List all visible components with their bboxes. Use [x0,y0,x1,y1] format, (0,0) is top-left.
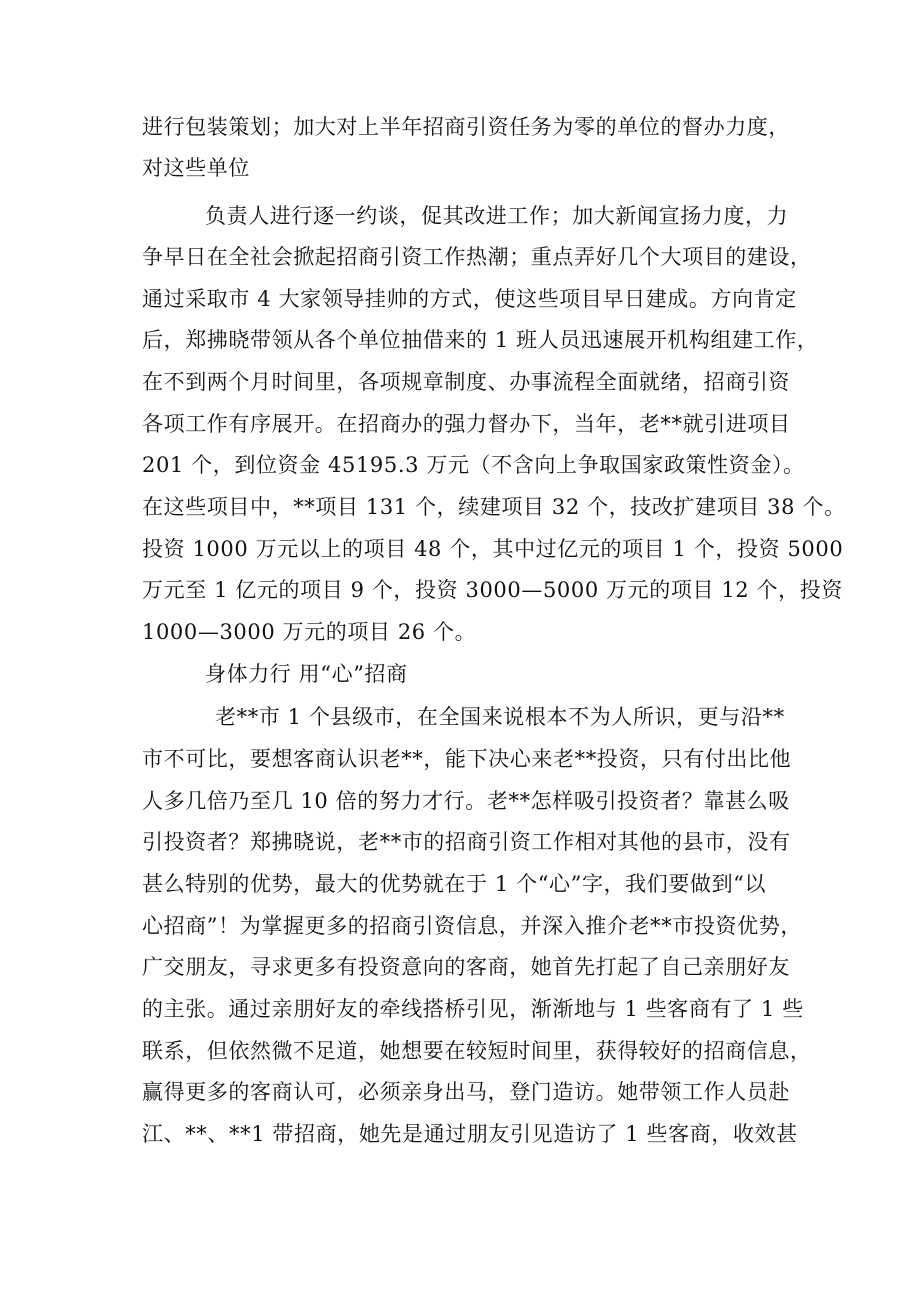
text-line: 万元至 1 亿元的项目 9 个，投资 3000—5000 万元的项目 12 个，投资 [142,578,843,602]
text-line: 进行包装策划；加大对上半年招商引资任务为零的单位的督办力度， [142,115,790,139]
text-line: 心招商”！为掌握更多的招商引资信息，并深入推介老**市投资优势， [142,914,802,938]
text-line: 广交朋友，寻求更多有投资意向的客商，她首先打起了自己亲朋好友 [142,955,790,979]
text-line: 联系，但依然微不足道，她想要在较短时间里，获得较好的招商信息， [142,1039,812,1063]
text-line: 江、**、**1 带招商，她先是通过朋友引见造访了 1 些客商，收效甚 [142,1122,798,1146]
text-line: 通过采取市 4 大家领导挂帅的方式，使这些项目早日建成。方向肯定 [142,287,797,311]
text-line: 人多几倍乃至几 10 倍的努力才行。老**怎样吸引投资者？靠甚么吸 [142,789,790,813]
text-line: 的主张。通过亲朋好友的牵线搭桥引见，渐渐地与 1 些客商有了 1 些 [142,997,804,1021]
text-line: 投资 1000 万元以上的项目 48 个，其中过亿元的项目 1 个，投资 5000 [142,537,844,561]
text-line: 在不到两个月时间里，各项规章制度、办事流程全面就绪，招商引资 [142,370,790,394]
text-line: 在这些项目中，**项目 131 个，续建项目 32 个，技改扩建项目 38 个。 [142,495,846,519]
section-heading: 身体力行 用“心”招商 [205,662,408,686]
text-line: 后，郑拂晓带领从各个单位抽借来的 1 班人员迅速展开机构组建工作， [142,328,819,352]
text-line: 甚么特别的优势，最大的优势就在于 1 个“心”字，我们要做到“以 [142,872,767,896]
text-line: 对这些单位 [142,156,250,180]
text-line: 赢得更多的客商认可，必须亲身出马，登门造访。她带领工作人员赴 [142,1080,790,1104]
text-line: 引投资者？郑拂晓说，老**市的招商引资工作相对其他的县市，没有 [142,830,791,854]
text-line: 老**市 1 个县级市，在全国来说根本不为人所识，更与沿** [215,705,785,729]
text-line: 201 个，到位资金 45195.3 万元（不含向上争取国家政策性资金）。 [142,453,805,477]
text-line: 争早日在全社会掀起招商引资工作热潮；重点弄好几个大项目的建设， [142,245,812,269]
text-line: 负责人进行逐一约谈，促其改进工作；加大新闻宣扬力度，力 [205,204,789,228]
text-line: 各项工作有序展开。在招商办的强力督办下，当年，老**就引进项目 [142,412,791,436]
text-line: 1000—3000 万元的项目 26 个。 [142,620,477,644]
text-line: 市不可比，要想客商认识老**，能下决心来老**投资，只有付出比他 [142,747,792,771]
